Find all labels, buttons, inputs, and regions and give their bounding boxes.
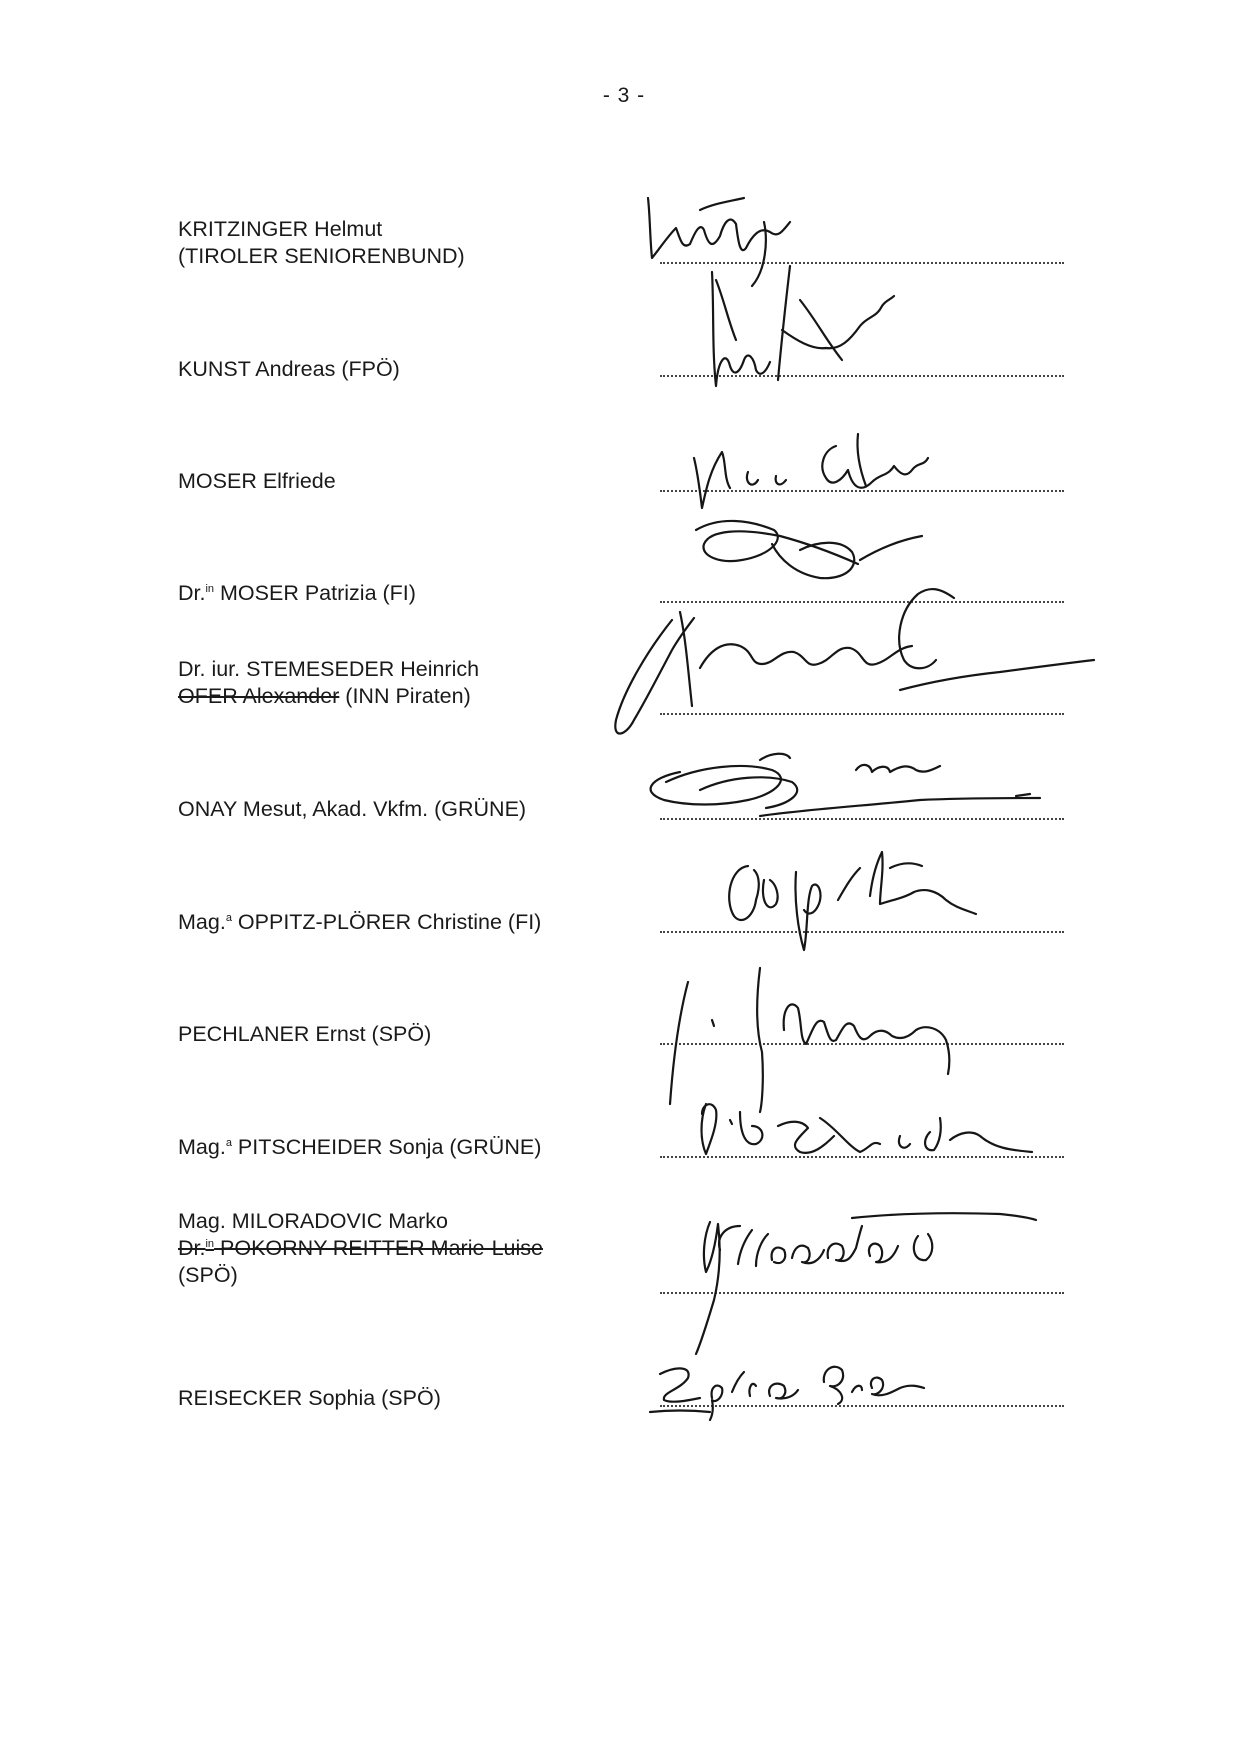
page-number: - 3 -: [602, 84, 646, 107]
signature-line: [660, 1156, 1064, 1158]
signature-line: [660, 490, 1064, 492]
signature-line: [660, 1043, 1064, 1045]
signatory-entry: [178, 796, 638, 823]
signatory-name: Dr. iur. STEMESEDER Heinrich: [178, 657, 480, 681]
signatory-name: KUNST Andreas (FPÖ): [178, 357, 400, 381]
signature-line: [660, 375, 1064, 377]
signature-line: [660, 262, 1064, 264]
signatory-entry: [178, 1021, 638, 1048]
signatory-entry: [178, 1208, 638, 1289]
signatory-name: Mag. MILORADOVIC Marko: [178, 1209, 448, 1233]
signature-reisecker: [650, 1367, 924, 1420]
signature-miloradovic: [696, 1213, 1036, 1354]
signature-onay: [651, 754, 1040, 816]
signatory-name: MOSER Elfriede: [178, 469, 336, 493]
signature-stemeseder: [615, 521, 1094, 734]
signatory-name: Mag.$^a$ PITSCHEIDER Sonja (GRÜNE): [178, 1135, 542, 1159]
signature-kritzinger: [648, 198, 790, 286]
signature-pitscheider: [702, 1104, 1033, 1154]
signature-oppitz: [729, 852, 976, 950]
struck-name: Dr.$^{in}$ POKORNY-REITTER Marie-Luise: [178, 1236, 543, 1260]
signatory-entry: [178, 909, 638, 936]
signature-line: [660, 1405, 1064, 1407]
signatory-affiliation: OFER Alexander (INN Piraten): [178, 684, 471, 708]
signature-line: [660, 713, 1064, 715]
signatory-entry: [178, 1385, 638, 1412]
signature-line: [660, 601, 1064, 603]
signatory-name: Mag.$^a$ OPPITZ-PLÖRER Christine (FI): [178, 910, 542, 934]
signatory-name: KRITZINGER Helmut: [178, 217, 383, 241]
signatory-entry: [178, 1134, 638, 1161]
signatory-entry: [178, 216, 638, 270]
signature-line: [660, 818, 1064, 820]
signature-kunst: [712, 266, 894, 386]
signature-line: [660, 1292, 1064, 1294]
signature-line: [660, 931, 1064, 933]
signatory-entry: [178, 580, 638, 607]
signatory-name: ONAY Mesut, Akad. Vkfm. (GRÜNE): [178, 797, 527, 821]
signatory-entry: [178, 468, 638, 495]
signatory-entry: [178, 356, 638, 383]
signatory-name: REISECKER Sophia (SPÖ): [178, 1386, 441, 1410]
struck-name: OFER Alexander: [178, 684, 340, 708]
signatory-entry: [178, 656, 638, 710]
signature-moser-elfriede: [694, 434, 928, 508]
signatory-name: Dr.$^{in}$ MOSER Patrizia (FI): [178, 581, 416, 605]
signatory-affiliation: (SPÖ): [178, 1263, 238, 1287]
signature-pechlaner: [670, 968, 949, 1112]
signatory-name: PECHLANER Ernst (SPÖ): [178, 1022, 432, 1046]
signatory-affiliation: (TIROLER SENIORENBUND): [178, 244, 465, 268]
